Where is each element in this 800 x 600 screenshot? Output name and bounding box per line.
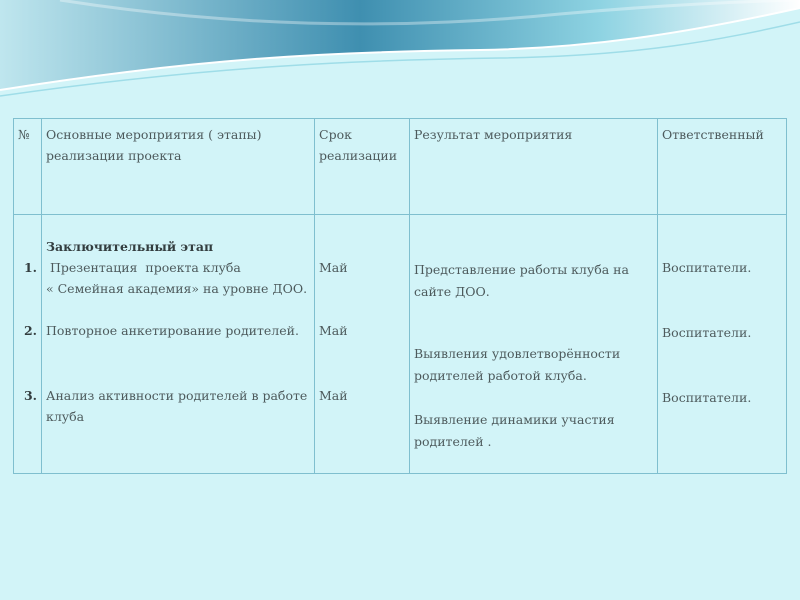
term-2: Май: [319, 323, 348, 338]
term-cell: [315, 215, 410, 474]
number-cell: [14, 215, 42, 474]
row-number-3: 3.: [23, 388, 37, 403]
header-term: Срок реализации: [315, 119, 410, 215]
responsible-2: Воспитатели.: [662, 325, 752, 340]
result-3-line-2: родителей .: [414, 434, 492, 449]
table-header-row: [14, 119, 787, 215]
result-3-line-1: Выявление динамики участия: [414, 412, 615, 427]
activities-cell: [42, 215, 315, 474]
result-1-line-1: Представление работы клуба на: [414, 262, 629, 277]
header-result: Результат мероприятия: [410, 119, 658, 215]
activity-3-line-2: клуба: [46, 409, 85, 424]
header-activities: Основные мероприятия ( этапы) реализации проекта: [42, 119, 315, 215]
responsible-3: Воспитатели.: [662, 390, 752, 405]
header-responsible: Ответственный: [658, 119, 787, 215]
result-1-line-2: сайте ДОО.: [414, 284, 490, 299]
row-number-1: 1.: [23, 260, 37, 275]
term-3: Май: [319, 388, 348, 403]
stage-title: Заключительный этап: [46, 239, 214, 254]
result-2-line-2: родителей работой клуба.: [414, 368, 587, 383]
activity-3-line-1: Анализ активности родителей в работе: [46, 388, 308, 403]
activity-1-line-2: « Семейная академия» на уровне ДОО.: [46, 281, 308, 296]
term-1: Май: [319, 260, 348, 275]
result-cell: [410, 215, 658, 474]
row-number-2: 2.: [23, 323, 37, 338]
responsible-1: Воспитатели.: [662, 260, 752, 275]
table-body-row: [14, 215, 787, 474]
project-activities-table: [13, 118, 787, 474]
result-2-line-1: Выявления удовлетворённости: [414, 346, 621, 361]
header-number: №: [14, 119, 42, 215]
activity-1-line-1: Презентация проекта клуба: [46, 260, 241, 275]
activity-2-line-1: Повторное анкетирование родителей.: [46, 323, 299, 338]
responsible-cell: [658, 215, 787, 474]
background-wave-decoration: [0, 0, 800, 100]
